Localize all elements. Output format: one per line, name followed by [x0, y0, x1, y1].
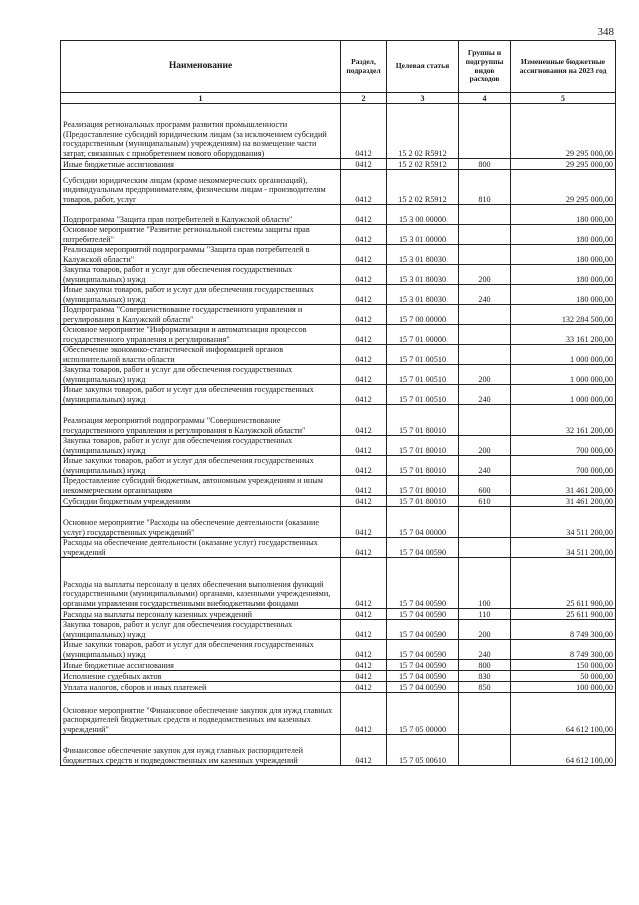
row-section: 0412	[341, 476, 387, 496]
table-row	[61, 245, 616, 265]
row-amount: 64 612 100,00	[511, 693, 616, 735]
row-section: 0412	[341, 538, 387, 558]
row-amount: 100 000,00	[511, 682, 616, 693]
row-name: Закупка товаров, работ и услуг для обеспечения государственных (муниципальных) нужд	[61, 436, 341, 456]
row-group	[459, 405, 511, 436]
row-target: 15 7 04 00590	[387, 682, 459, 693]
row-target: 15 3 01 80030	[387, 245, 459, 265]
row-target: 15 2 02 R5912	[387, 159, 459, 170]
row-group: 110	[459, 609, 511, 620]
row-group	[459, 538, 511, 558]
table-row	[61, 671, 616, 682]
row-section: 0412	[341, 405, 387, 436]
table-row	[61, 345, 616, 365]
row-name: Финансовое обеспечение закупок для нужд главных распорядителей бюджетных средств и подведомственных им казенных учреждений	[61, 735, 341, 766]
row-group	[459, 345, 511, 365]
row-name: Закупка товаров, работ и услуг для обеспечения государственных (муниципальных) нужд	[61, 620, 341, 640]
table-row	[61, 476, 616, 496]
row-section: 0412	[341, 170, 387, 205]
table-row	[61, 538, 616, 558]
table-row	[61, 558, 616, 609]
row-group: 800	[459, 159, 511, 170]
row-amount: 64 612 100,00	[511, 735, 616, 766]
row-amount: 33 161 200,00	[511, 325, 616, 345]
row-target: 15 7 01 80010	[387, 405, 459, 436]
row-group: 200	[459, 365, 511, 385]
row-section: 0412	[341, 620, 387, 640]
row-group: 200	[459, 436, 511, 456]
row-amount: 29 295 000,00	[511, 104, 616, 159]
row-group	[459, 225, 511, 245]
col-header-amount: Измененные бюджетные ассигнования на 2023 год	[511, 41, 616, 93]
row-group: 200	[459, 620, 511, 640]
row-amount: 25 611 900,00	[511, 558, 616, 609]
row-name: Подпрограмма "Совершенствование государственного управления и регулирования в Калужской области"	[61, 305, 341, 325]
row-name: Основное мероприятие "Расходы на обеспечение деятельности (оказание услуг) государственных учреждений"	[61, 507, 341, 538]
row-target: 15 7 01 80010	[387, 496, 459, 507]
row-name: Иные закупки товаров, работ и услуг для обеспечения государственных (муниципальных) нужд	[61, 640, 341, 660]
row-amount: 150 000,00	[511, 660, 616, 671]
table-row	[61, 436, 616, 456]
col-header-section: Раздел, подраздел	[341, 41, 387, 93]
row-amount: 1 000 000,00	[511, 385, 616, 405]
budget-table	[60, 40, 616, 766]
row-group: 200	[459, 265, 511, 285]
row-amount: 34 511 200,00	[511, 507, 616, 538]
row-amount: 31 461 200,00	[511, 476, 616, 496]
table-row	[61, 225, 616, 245]
col-number: 5	[511, 93, 616, 104]
column-number-row	[61, 93, 616, 104]
row-group: 240	[459, 456, 511, 476]
col-number: 4	[459, 93, 511, 104]
row-target: 15 7 01 00510	[387, 385, 459, 405]
row-target: 15 7 04 00590	[387, 640, 459, 660]
table-row	[61, 620, 616, 640]
row-name: Реализация региональных программ развития промышленности (Предоставление субсидий юридическим лицам (за исключением субсидий государственным (муниципальным) учреждениям) на возмещение части затрат, связанных с приобретением нового оборудования)	[61, 104, 341, 159]
row-amount: 34 511 200,00	[511, 538, 616, 558]
row-name: Обеспечение экономико-статистической информацией органов исполнительной власти области	[61, 345, 341, 365]
row-target: 15 3 01 00000	[387, 225, 459, 245]
header-row	[61, 41, 616, 93]
row-target: 15 7 04 00000	[387, 507, 459, 538]
col-header-name: Наименование	[61, 41, 341, 93]
row-group: 800	[459, 660, 511, 671]
row-group	[459, 205, 511, 225]
table-row	[61, 682, 616, 693]
col-number: 2	[341, 93, 387, 104]
table-row	[61, 285, 616, 305]
row-target: 15 2 02 R5912	[387, 104, 459, 159]
row-section: 0412	[341, 609, 387, 620]
col-header-groups: Группы и подгруппы видов расходов	[459, 41, 511, 93]
row-amount: 1 000 000,00	[511, 365, 616, 385]
table-row	[61, 365, 616, 385]
row-name: Иные закупки товаров, работ и услуг для обеспечения государственных (муниципальных) нужд	[61, 456, 341, 476]
row-group: 240	[459, 385, 511, 405]
row-target: 15 3 00 00000	[387, 205, 459, 225]
table-row	[61, 507, 616, 538]
table-row	[61, 609, 616, 620]
row-group: 240	[459, 285, 511, 305]
row-group: 850	[459, 682, 511, 693]
row-group	[459, 507, 511, 538]
row-amount: 700 000,00	[511, 436, 616, 456]
row-section: 0412	[341, 682, 387, 693]
table-row	[61, 405, 616, 436]
row-target: 15 7 04 00590	[387, 620, 459, 640]
row-name: Закупка товаров, работ и услуг для обеспечения государственных (муниципальных) нужд	[61, 265, 341, 285]
row-section: 0412	[341, 436, 387, 456]
row-name: Уплата налогов, сборов и иных платежей	[61, 682, 341, 693]
col-number: 1	[61, 93, 341, 104]
row-section: 0412	[341, 325, 387, 345]
row-name: Предоставление субсидий бюджетным, автономным учреждениям и иным некоммерческим организациям	[61, 476, 341, 496]
row-target: 15 7 00 00000	[387, 305, 459, 325]
table-row	[61, 660, 616, 671]
row-target: 15 7 01 80010	[387, 456, 459, 476]
col-number: 3	[387, 93, 459, 104]
row-name: Расходы на обеспечение деятельности (оказание услуг) государственных учреждений	[61, 538, 341, 558]
row-name: Основное мероприятие "Информатизация и автоматизация процессов государственного управления и регулирования"	[61, 325, 341, 345]
row-amount: 180 000,00	[511, 205, 616, 225]
row-name: Иные закупки товаров, работ и услуг для обеспечения государственных (муниципальных) нужд	[61, 285, 341, 305]
row-section: 0412	[341, 693, 387, 735]
row-section: 0412	[341, 305, 387, 325]
row-section: 0412	[341, 104, 387, 159]
row-group	[459, 693, 511, 735]
row-target: 15 7 04 00590	[387, 660, 459, 671]
row-group	[459, 325, 511, 345]
row-target: 15 7 01 00510	[387, 365, 459, 385]
row-amount: 31 461 200,00	[511, 496, 616, 507]
table-body	[61, 104, 616, 766]
row-name: Реализация мероприятий подпрограммы "Защита прав потребителей в Калужской области"	[61, 245, 341, 265]
row-group: 810	[459, 170, 511, 205]
row-target: 15 7 01 80010	[387, 436, 459, 456]
row-target: 15 7 04 00590	[387, 609, 459, 620]
row-section: 0412	[341, 496, 387, 507]
row-group: 600	[459, 476, 511, 496]
table-row	[61, 693, 616, 735]
row-name: Подпрограмма "Защита прав потребителей в Калужской области"	[61, 205, 341, 225]
row-target: 15 7 05 00000	[387, 693, 459, 735]
table-row	[61, 205, 616, 225]
row-name: Расходы на выплаты персоналу казенных учреждений	[61, 609, 341, 620]
row-group	[459, 735, 511, 766]
row-target: 15 7 04 00590	[387, 671, 459, 682]
row-section: 0412	[341, 735, 387, 766]
row-section: 0412	[341, 365, 387, 385]
row-group: 100	[459, 558, 511, 609]
row-target: 15 7 01 00000	[387, 325, 459, 345]
row-amount: 180 000,00	[511, 225, 616, 245]
row-amount: 32 161 200,00	[511, 405, 616, 436]
row-amount: 1 000 000,00	[511, 345, 616, 365]
row-group	[459, 305, 511, 325]
row-group: 240	[459, 640, 511, 660]
row-name: Иные бюджетные ассигнования	[61, 660, 341, 671]
row-name: Основное мероприятие "Финансовое обеспечение закупок для нужд главных распорядителей бюджетных средств и подведомственных им казенных учреждений"	[61, 693, 341, 735]
row-section: 0412	[341, 225, 387, 245]
col-header-target: Целевая статья	[387, 41, 459, 93]
table-row	[61, 265, 616, 285]
row-amount: 50 000,00	[511, 671, 616, 682]
row-section: 0412	[341, 205, 387, 225]
row-section: 0412	[341, 456, 387, 476]
row-amount: 29 295 000,00	[511, 159, 616, 170]
row-target: 15 7 04 00590	[387, 538, 459, 558]
row-name: Субсидии юридическим лицам (кроме некоммерческих организаций), индивидуальным предпринимателям, физическим лицам - производителям товаров, работ, услуг	[61, 170, 341, 205]
table-row	[61, 104, 616, 159]
table-row	[61, 735, 616, 766]
row-name: Субсидии бюджетным учреждениям	[61, 496, 341, 507]
table-row	[61, 325, 616, 345]
row-section: 0412	[341, 640, 387, 660]
row-name: Иные бюджетные ассигнования	[61, 159, 341, 170]
row-section: 0412	[341, 265, 387, 285]
table-row	[61, 496, 616, 507]
table-row	[61, 305, 616, 325]
row-amount: 132 284 500,00	[511, 305, 616, 325]
row-name: Реализация мероприятий подпрограммы "Совершенствование государственного управления и регулирования в Калужской области"	[61, 405, 341, 436]
row-amount: 700 000,00	[511, 456, 616, 476]
row-group: 830	[459, 671, 511, 682]
row-target: 15 3 01 80030	[387, 285, 459, 305]
row-amount: 180 000,00	[511, 265, 616, 285]
row-section: 0412	[341, 660, 387, 671]
row-target: 15 7 04 00590	[387, 558, 459, 609]
table-row	[61, 456, 616, 476]
row-target: 15 7 05 00610	[387, 735, 459, 766]
row-section: 0412	[341, 385, 387, 405]
row-section: 0412	[341, 558, 387, 609]
row-amount: 25 611 900,00	[511, 609, 616, 620]
row-target: 15 7 01 80010	[387, 476, 459, 496]
row-name: Закупка товаров, работ и услуг для обеспечения государственных (муниципальных) нужд	[61, 365, 341, 385]
page-number: 348	[597, 26, 614, 38]
row-section: 0412	[341, 245, 387, 265]
row-target: 15 7 01 00510	[387, 345, 459, 365]
row-target: 15 3 01 80030	[387, 265, 459, 285]
row-section: 0412	[341, 345, 387, 365]
row-name: Иные закупки товаров, работ и услуг для обеспечения государственных (муниципальных) нужд	[61, 385, 341, 405]
row-section: 0412	[341, 285, 387, 305]
row-section: 0412	[341, 507, 387, 538]
row-group	[459, 104, 511, 159]
row-name: Исполнение судебных актов	[61, 671, 341, 682]
row-amount: 180 000,00	[511, 245, 616, 265]
table-row	[61, 640, 616, 660]
row-amount: 8 749 300,00	[511, 640, 616, 660]
table-row	[61, 170, 616, 205]
row-section: 0412	[341, 671, 387, 682]
row-group: 610	[459, 496, 511, 507]
row-amount: 180 000,00	[511, 285, 616, 305]
row-name: Расходы на выплаты персоналу в целях обеспечения выполнения функций государственными (муниципальными) органами, казенными учреждениями, органами управления государственными внебюджетными фондами	[61, 558, 341, 609]
row-group	[459, 245, 511, 265]
row-amount: 29 295 000,00	[511, 170, 616, 205]
row-name: Основное мероприятие "Развитие региональной системы защиты прав потребителей"	[61, 225, 341, 245]
table-row	[61, 385, 616, 405]
row-target: 15 2 02 R5912	[387, 170, 459, 205]
row-amount: 8 749 300,00	[511, 620, 616, 640]
row-section: 0412	[341, 159, 387, 170]
table-row	[61, 159, 616, 170]
